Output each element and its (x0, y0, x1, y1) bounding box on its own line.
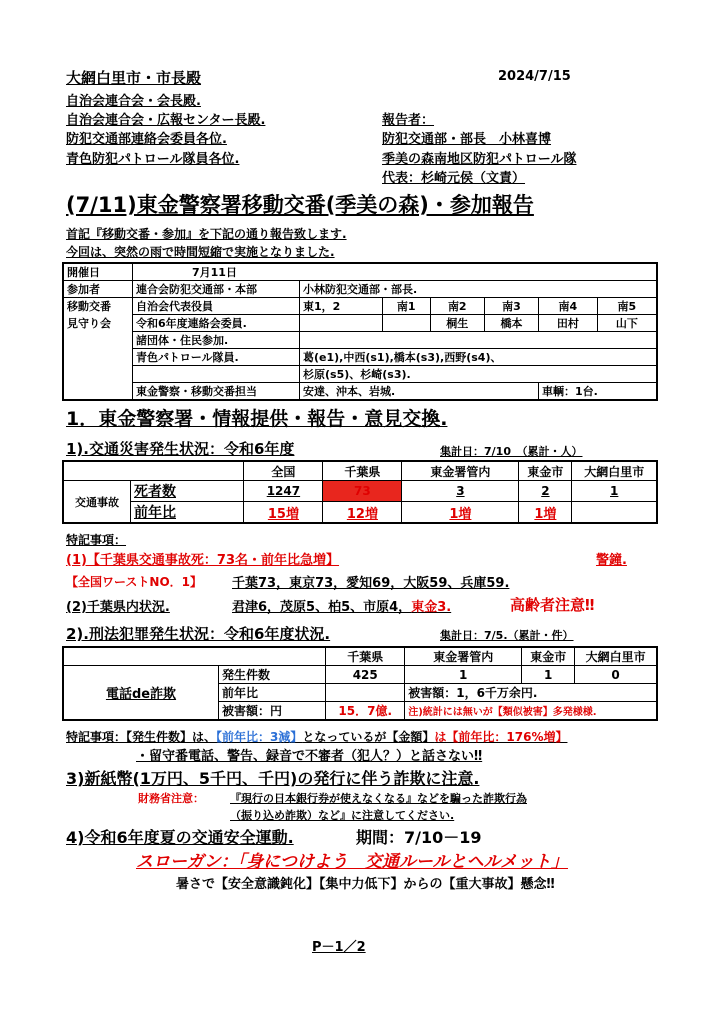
area-2: 南1 (382, 298, 430, 315)
count-label: 発生件数 (219, 666, 326, 684)
note-2-tag: 【全国ワーストNO．1】 (66, 575, 202, 589)
section-3-line-1: 『現行の日本銀行券が使えなくなる』などを騙った詐欺行為 (230, 792, 527, 805)
area-4: 南3 (484, 298, 538, 315)
deaths-oamishirasato: 1 (572, 481, 657, 502)
deaths-national: 1247 (244, 481, 323, 502)
notes2-line-2: ・留守番電話、警告、録音で不審者（犯人？）と話さない‼ (136, 749, 483, 764)
org-6: 東金警察・移動交番担当 (133, 383, 300, 401)
count-togane-city: 1 (522, 666, 575, 684)
patrol-members-1: 葛(e1),中西(s1),橋本(s3),西野(s4)、 (300, 349, 658, 366)
page-number: P－1／2 (312, 940, 366, 955)
area-member-2 (382, 315, 430, 332)
blank-cell (63, 349, 133, 366)
vehicle: 車輌：1台. (539, 383, 657, 401)
yoy-togane-police: 1増 (402, 502, 519, 524)
org-1: 連合会防犯交通部・本部 (133, 281, 300, 298)
addressee-2: 自治会連合会・会長殿. (66, 94, 201, 109)
crime-col-chiba: 千葉県 (326, 647, 405, 666)
crime-yoy-label: 前年比 (219, 684, 326, 702)
deaths-label: 死者数 (131, 481, 244, 502)
yoy-label: 前年比 (131, 502, 244, 524)
count-chiba: 425 (326, 666, 405, 684)
blank-cell (63, 332, 133, 349)
event-table (62, 262, 658, 401)
damage-note: 被害額：1，6千万余円. (405, 684, 657, 702)
crime-tally: 集計日：7/5.（累計・件） (440, 629, 574, 642)
note-2: 千葉73，東京73，愛知69，大阪59、兵庫59. (232, 576, 510, 591)
crime-heading: 2).刑法犯罪発生状況：令和6年度状況. (66, 625, 331, 643)
intro-line-2: 今回は、突然の雨で時間短縮で実施となりました. (66, 245, 335, 259)
patrol-label-2: 見守り会 (63, 315, 133, 332)
page-title: (7/11)東金警察署移動交番(季美の森)・参加報告 (66, 193, 534, 217)
patrol-label-1: 移動交番 (63, 298, 133, 315)
reporter-label: 報告者： (382, 113, 435, 128)
date-label: 開催日 (63, 263, 133, 281)
area-1: 東1，2 (300, 298, 383, 315)
yoy-oamishirasato (572, 502, 657, 524)
reporter-1: 防犯交通部・部長 小林喜博 (382, 132, 552, 147)
police-members: 安達、沖本、岩城. (300, 383, 539, 401)
yoy-togane-city: 1増 (519, 502, 572, 524)
traffic-col-oamishirasato: 大網白里市 (572, 461, 657, 481)
count-togane-police: 1 (405, 666, 522, 684)
crime-col-togane-city: 東金市 (522, 647, 575, 666)
org-4: 諸団体・住民参加. (133, 332, 300, 349)
traffic-col-national: 全国 (244, 461, 323, 481)
yoy-chiba: 12増 (323, 502, 402, 524)
note-1: (1)【千葉県交通事故死：73名・前年比急増】 (66, 553, 340, 568)
deaths-togane-police: 3 (402, 481, 519, 502)
count-oamishirasato: 0 (575, 666, 657, 684)
traffic-tally: 集計日：7/10 （累計・人） (440, 445, 583, 458)
area-member-4: 橋本 (484, 315, 538, 332)
addressee-4: 防犯交通部連絡会委員各位. (66, 132, 227, 147)
addressee-3: 自治会連合会・広報センター長殿. (66, 113, 266, 128)
date-value: 7月11日 (133, 263, 658, 281)
addressee-5: 青色防犯パトロール隊員各位. (66, 152, 240, 167)
crime-table (62, 646, 658, 721)
notes-label: 特記事項： (66, 533, 127, 547)
note-3: (2)千葉県内状況. (66, 600, 170, 615)
area-member-3: 桐生 (430, 315, 484, 332)
crime-col-oamishirasato: 大網白里市 (575, 647, 657, 666)
blank-cell (63, 461, 244, 481)
section-4-period: 期間：7/10－19 (356, 828, 482, 847)
org-1-value: 小林防犯交通部・部長. (300, 281, 658, 298)
blank-cell (133, 366, 300, 383)
area-5: 南4 (539, 298, 598, 315)
patrol-members-2: 杉原(s5)、杉崎(s3). (300, 366, 658, 383)
traffic-table (62, 460, 658, 524)
area-member-5: 田村 (539, 315, 598, 332)
note-1-alarm: 警鐘. (596, 553, 627, 568)
traffic-heading: 1).交通災害発生状況：令和6年度 (66, 440, 295, 458)
traffic-col-togane-police: 東金署管内 (402, 461, 519, 481)
addressee-mayor: 大網白里市・市長殿 (66, 69, 202, 87)
blank-cell (63, 647, 326, 666)
section-3-title: 3)新紙幣(1万円、5千円、千円)の発行に伴う詐欺に注意. (66, 769, 480, 788)
section-3-label: 財務省注意： (138, 792, 204, 805)
blank-cell (300, 332, 658, 349)
section-1-title: 1．東金警察署・情報提供・報告・意見交換. (66, 408, 448, 430)
traffic-row-group: 交通事故 (63, 481, 131, 524)
section-4-title: 4)令和6年度夏の交通安全運動. (66, 828, 294, 847)
damage-remark: 注)統計には無いが【類似被害】多発様様. (405, 702, 657, 721)
blank-cell (63, 366, 133, 383)
note-3-detail: 君津6，茂原5、柏5、市原4，東金3. (232, 600, 452, 615)
traffic-col-togane-city: 東金市 (519, 461, 572, 481)
blank-cell (326, 684, 405, 702)
report-date: 2024/7/15 (498, 69, 571, 84)
intro-line-1: 首記『移動交番・参加』を下記の通り報告致します. (66, 227, 347, 241)
reporter-2: 季美の森南地区防犯パトロール隊 (382, 152, 577, 167)
area-6: 南5 (597, 298, 657, 315)
org-2: 自治会代表役員 (133, 298, 300, 315)
deaths-chiba: 73 (323, 481, 402, 502)
crime-col-togane-police: 東金署管内 (405, 647, 522, 666)
slogan: スローガン：「身につけよう 交通ルールとヘルメット」 (136, 852, 568, 872)
section-3-line-2: （振り込め詐欺）など』に注意してください. (230, 809, 455, 822)
area-3: 南2 (430, 298, 484, 315)
damage-value: 15．7億. (326, 702, 405, 721)
area-member-1 (300, 315, 383, 332)
traffic-col-chiba: 千葉県 (323, 461, 402, 481)
area-member-6: 山下 (597, 315, 657, 332)
notes2-line-1: 特記事項：【発生件数】は、【前年比：3減】となっているが【金額】は【前年比：176%増】 (66, 730, 568, 744)
deaths-togane-city: 2 (519, 481, 572, 502)
closing-line: 暑さで【安全意識鈍化】【集中力低下】からの【重大事故】懸念‼ (176, 877, 555, 892)
crime-row-group: 電話de詐欺 (63, 666, 219, 721)
reporter-3: 代表：杉崎元侯（文責） (382, 171, 526, 186)
damage-label: 被害額：円 (219, 702, 326, 721)
org-3: 令和6年度連絡会委員. (133, 315, 300, 332)
yoy-national: 15増 (244, 502, 323, 524)
org-5: 青色パトロール隊員. (133, 349, 300, 366)
participants-label: 参加者 (63, 281, 133, 298)
blank-cell (63, 383, 133, 401)
note-3-warning: 高齢者注意‼ (510, 596, 595, 614)
